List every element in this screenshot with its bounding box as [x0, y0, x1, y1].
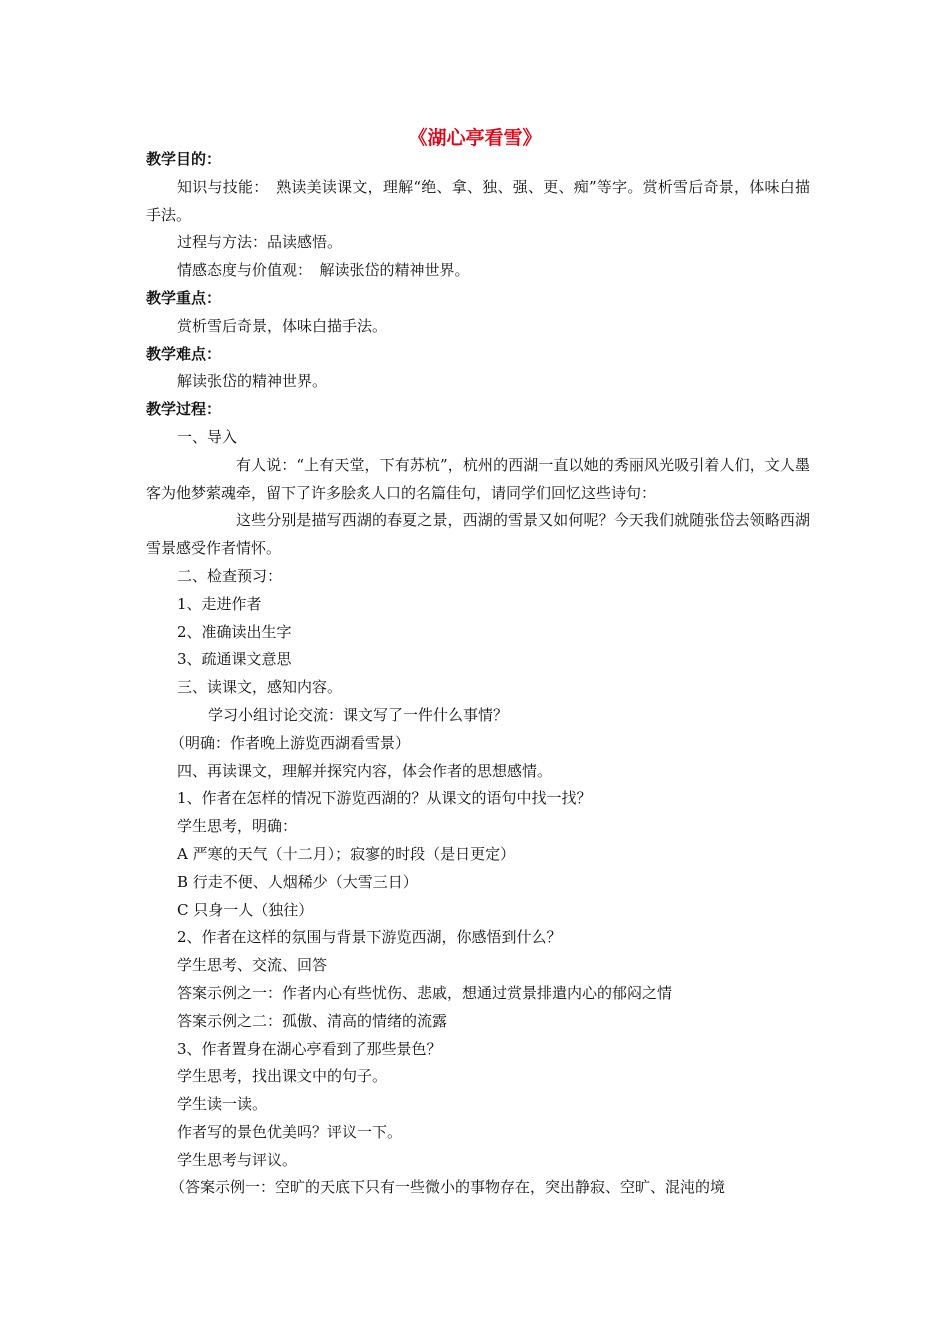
key-text: 赏析雪后奇景，体味白描手法。: [177, 316, 388, 335]
question-1: 1、作者在怎样的情况下游览西湖的？从课文的语句中找一找？: [177, 789, 592, 808]
group-discussion: 学习小组讨论交流：课文写了一件什么事情？: [208, 705, 509, 724]
intro-paragraph-1: 有人说：“上有天堂，下有苏杭”，杭州的西湖一直以她的秀丽风光吸引着人们，文人墨客为他梦萦魂牵，留下了许多脍炙人口的名篇佳句，请同学们回忆这些诗句：: [146, 455, 810, 502]
section-heading-process: 教学过程：: [146, 400, 222, 419]
question-3-evaluate: 作者写的景色优美吗？评议一下。: [177, 1122, 403, 1141]
step-reread: 四、再读课文，理解并探究内容，体会作者的思想感情。: [177, 761, 553, 780]
question-3: 3、作者置身在湖心亭看到了那些景色？: [177, 1039, 442, 1058]
section-heading-difficulty: 教学难点：: [146, 344, 222, 363]
section-heading-key: 教学重点：: [146, 288, 222, 307]
answer-a: A 严寒的天气（十二月）；寂寥的时段（是日更定）: [177, 844, 516, 863]
question-3-prompt: 学生思考，找出课文中的句子。: [177, 1067, 388, 1086]
document-body: [146, 146, 810, 1202]
document-title: 《湖心亭看雪》: [408, 127, 542, 149]
step-intro: 一、导入: [177, 427, 238, 446]
read-answer: （明确：作者晚上游览西湖看雪景）: [170, 733, 411, 752]
question-2-answer-1: 答案示例之一：作者内心有些忧伤、悲戚，想通过赏景排遣内心的郁闷之情: [177, 983, 673, 1002]
question-3-answer-1: （答案示例一：空旷的天底下只有一些微小的事物存在，突出静寂、空旷、混沌的境: [170, 1178, 726, 1197]
intro-paragraph-2: 这些分别是描写西湖的春夏之景，西湖的雪景又如何呢？今天我们就随张岱去领略西湖雪景感受作者情怀。: [146, 511, 810, 558]
step-preview: 二、检查预习：: [177, 566, 283, 585]
goal-process: 过程与方法：品读感悟。: [177, 233, 343, 252]
question-2: 2、作者在这样的氛围与背景下游览西湖，你感悟到什么？: [177, 928, 562, 947]
question-1-prompt: 学生思考，明确：: [177, 817, 298, 836]
question-3-discuss: 学生思考与评议。: [177, 1150, 298, 1169]
answer-b: B 行走不便、人烟稀少（大雪三日）: [177, 872, 418, 891]
difficulty-text: 解读张岱的精神世界。: [177, 372, 328, 391]
step-read: 三、读课文，感知内容。: [177, 678, 343, 697]
goal-knowledge: 知识与技能： 熟读美读课文，理解“绝、拿、独、强、更、痴”等字。赏析雪后奇景，体味白描手法。: [146, 177, 810, 224]
section-heading-goals: 教学目的：: [146, 150, 222, 168]
preview-item-3: 3、疏通课文意思: [177, 650, 292, 669]
question-3-read: 学生读一读。: [177, 1095, 268, 1114]
question-2-answer-2: 答案示例之二：孤傲、清高的情绪的流露: [177, 1011, 448, 1030]
answer-c: C 只身一人（独往）: [177, 900, 314, 919]
question-2-prompt: 学生思考、交流、回答: [177, 956, 328, 975]
preview-item-2: 2、准确读出生字: [177, 622, 292, 641]
preview-item-1: 1、走进作者: [177, 594, 262, 613]
goal-emotion: 情感态度与价值观： 解读张岱的精神世界。: [177, 261, 470, 280]
